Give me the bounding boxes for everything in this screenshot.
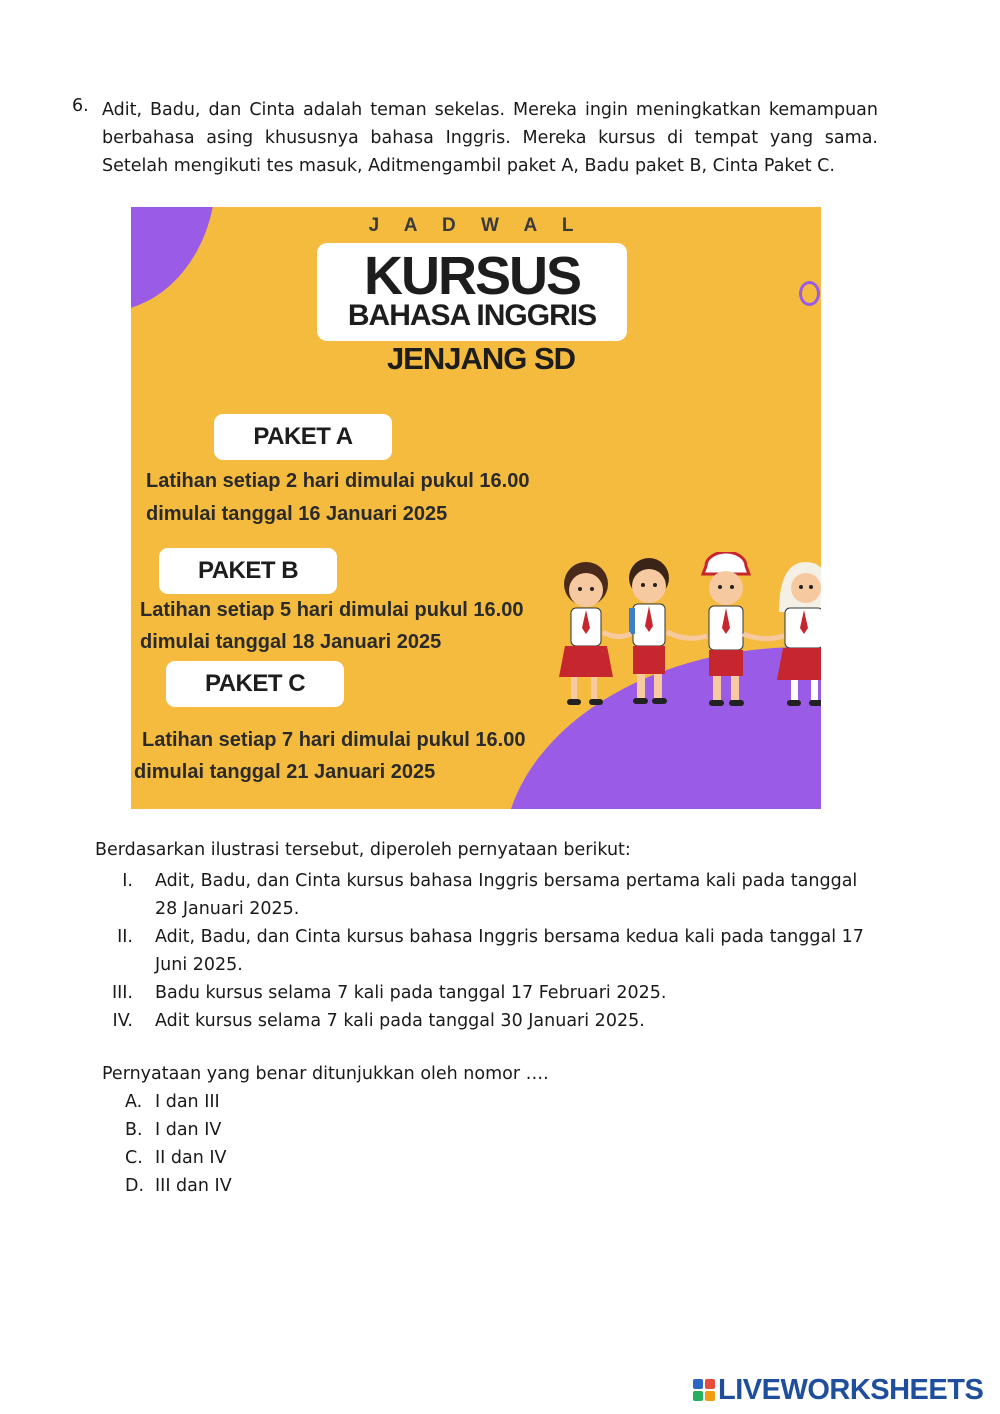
statement-text: Adit, Badu, dan Cinta kursus bahasa Inggris bersama pertama kali pada tanggal (155, 871, 858, 891)
question-prompt: Pernyataan yang benar ditunjukkan oleh nomor …. (102, 1064, 549, 1084)
poster-title-box (317, 243, 627, 341)
liveworksheets-logo (693, 1372, 983, 1408)
option-label: B. (125, 1120, 143, 1140)
paket-c-line1: Latihan setiap 7 hari dimulai pukul 16.00 (142, 729, 526, 751)
option-a[interactable] (125, 1092, 220, 1112)
statement-numeral: II. (117, 927, 133, 947)
schedule-poster (131, 207, 821, 809)
option-text: II dan IV (155, 1148, 227, 1168)
option-label: C. (125, 1148, 143, 1168)
logo-grid-icon (693, 1379, 715, 1401)
statements-intro: Berdasarkan ilustrasi tersebut, diperoleh pernyataan berikut: (95, 840, 631, 860)
statement-text-cont: 28 Januari 2025. (155, 899, 300, 919)
option-c[interactable] (125, 1148, 227, 1168)
statement-numeral: IV. (112, 1011, 133, 1031)
option-text: III dan IV (155, 1176, 232, 1196)
paket-b-line1: Latihan setiap 5 hari dimulai pukul 16.00 (140, 599, 524, 621)
paket-b-label: PAKET B (159, 548, 337, 594)
statement-text: Adit, Badu, dan Cinta kursus bahasa Inggris bersama kedua kali pada tanggal 17 (155, 927, 864, 947)
question-text: Adit, Badu, dan Cinta adalah teman sekelas. Mereka ingin meningkatkan kemampuan berbahasa asing khususnya bahasa Inggris. Mereka kursus di tempat yang sama. Setelah mengikuti tes masuk, Aditmengambil paket A, Badu paket B, Cinta Paket C. (102, 100, 878, 176)
option-text: I dan IV (155, 1120, 222, 1140)
option-d[interactable] (125, 1176, 232, 1196)
boy-student-icon (629, 558, 669, 704)
boy-with-cap-icon (703, 552, 749, 706)
girl-hijab-icon (777, 562, 821, 706)
students-illustration (551, 552, 821, 722)
statement-numeral: I. (122, 871, 133, 891)
option-label: D. (125, 1176, 145, 1196)
poster-title-jenjang: JENJANG SD (386, 341, 576, 376)
statement-text: Adit kursus selama 7 kali pada tanggal 30 Januari 2025. (155, 1011, 645, 1031)
logo-text: LIVEWORKSHEETS (718, 1373, 984, 1406)
option-b[interactable] (125, 1120, 221, 1140)
statement-text: Badu kursus selama 7 kali pada tanggal 17 Februari 2025. (155, 983, 667, 1003)
poster-title-bahasa: BAHASA INGGRIS (347, 299, 597, 332)
paket-c-label: PAKET C (166, 661, 344, 707)
question-number: 6. (72, 96, 89, 116)
option-text: I dan III (155, 1092, 220, 1112)
poster-heading: J A D W A L (368, 215, 584, 236)
statement-text-cont: Juni 2025. (155, 955, 243, 975)
option-label: A. (125, 1092, 143, 1112)
paket-a-label: PAKET A (214, 414, 392, 460)
ring-decoration (799, 281, 820, 306)
statement-numeral: III. (111, 983, 133, 1003)
paket-a-line2: dimulai tanggal 16 Januari 2025 (146, 503, 448, 525)
paket-b-line2: dimulai tanggal 18 Januari 2025 (140, 631, 442, 653)
poster-title-kursus: KURSUS (363, 246, 581, 306)
paket-a-line1: Latihan setiap 2 hari dimulai pukul 16.00 (146, 470, 530, 492)
paket-c-line2: dimulai tanggal 21 Januari 2025 (134, 761, 436, 783)
